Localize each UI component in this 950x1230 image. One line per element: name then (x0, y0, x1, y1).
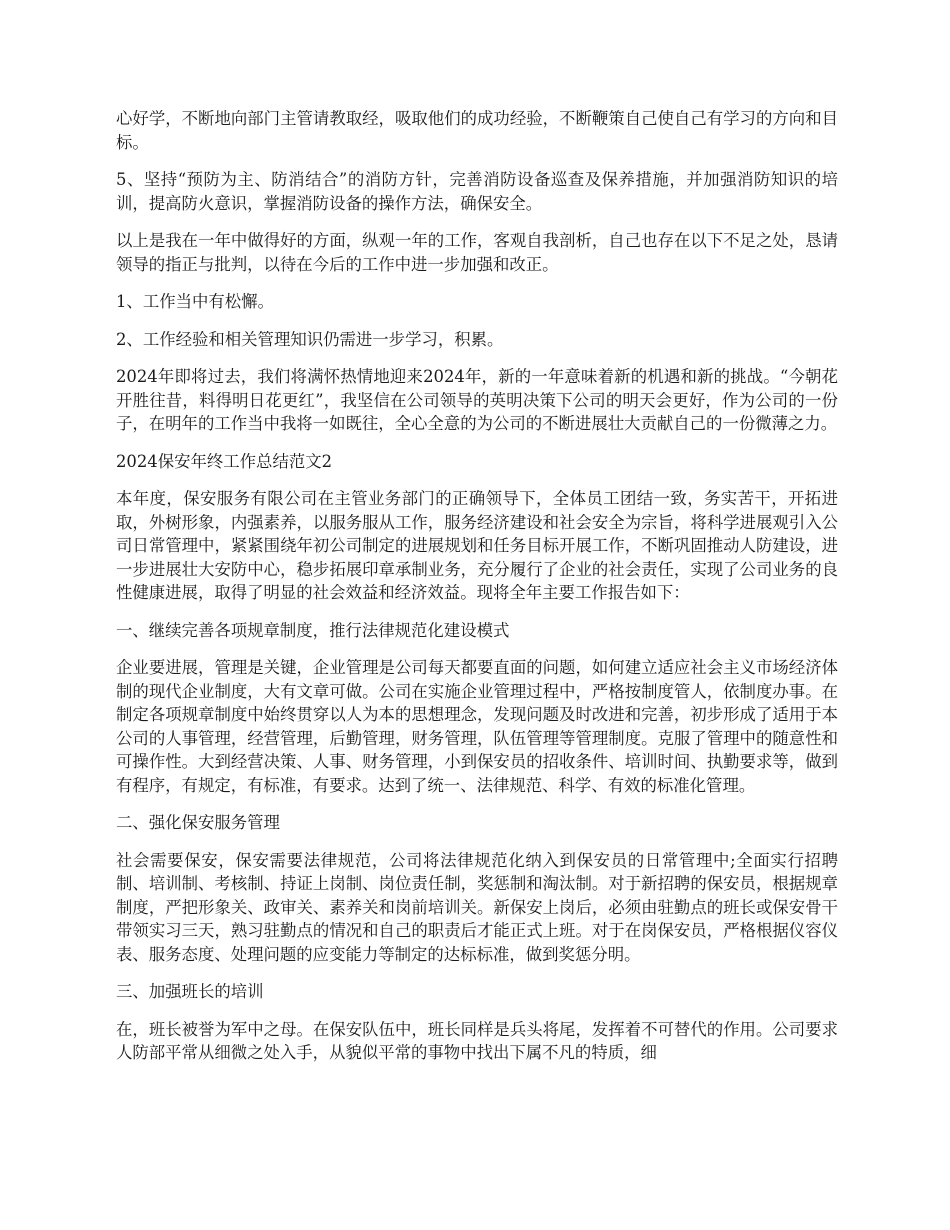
paragraph: 在，班长被誉为军中之母。在保安队伍中，班长同样是兵头将尾，发挥着不可替代的作用。公司要求人防部平常从细微之处入手，从貌似平常的事物中找出下属不凡的特质，细 (116, 1019, 838, 1062)
section-heading: 一、继续完善各项规章制度，推行法律规范化建设模式 (116, 620, 510, 640)
paragraph: 社会需要保安，保安需要法律规范，公司将法律规范化纳入到保安员的日常管理中;全面实行招聘制、培训制、考核制、持证上岗制、岗位责任制，奖惩制和淘汰制。对于新招聘的保安员，根据规章制度，严把形象关、政审关、素养关和岗前培训关。新保安上岗后，必须由驻勤点的班长或保安骨干带领实习三天，熟习驻勤点的情况和自己的职责后才能正式上班。对于在岗保安员，严格根据仪容仪表、服务态度、处理问题的应变能力等制定的达标标准，做到奖惩分明。 (116, 850, 838, 964)
paragraph: 5、坚持“预防为主、防消结合”的消防方针，完善消防设备巡查及保养措施，并加强消防知识的培训，提高防火意识，掌握消防设备的操作方法，确保安全。 (116, 170, 838, 213)
list-item: 2、工作经验和相关管理知识仍需进一步学习，积累。 (116, 329, 504, 349)
paragraph: 以上是我在一年中做得好的方面，纵观一年的工作，客观自我剖析，自己也存在以下不足之处，恳请领导的指正与批判，以待在今后的工作中进一步加强和改正。 (116, 231, 838, 274)
paragraph: 心好学，不断地向部门主管请教取经，吸取他们的成功经验，不断鞭策自己使自己有学习的方向和目标。 (116, 109, 838, 152)
section-heading: 三、加强班长的培训 (116, 982, 264, 1001)
paragraph: 企业要进展，管理是关键，企业管理是公司每天都要直面的问题，如何建立适应社会主义市场经济体制的现代企业制度，大有文章可做。公司在实施企业管理过程中，严格按制度管人，依制度办事。在制定各项规章制度中始终贯穿以人为本的思想理念，发现问题及时改进和完善，初步形成了适用于本公司的人事管理，经营管理，后勤管理，财务管理，队伍管理等管理制度。克服了管理中的随意性和可操作性。大到经营决策、人事、财务管理，小到保安员的招收条件、培训时间、执勤要求等，做到有程序，有规定，有标准，有要求。达到了统一、法律规范、科学、有效的标准化管理。 (116, 658, 838, 795)
paragraph: 本年度，保安服务有限公司在主管业务部门的正确领导下，全体员工团结一致，务实苦干，开拓进取，外树形象，内强素养，以服务服从工作，服务经济建设和社会安全为宗旨，将科学进展观引入公司日常管理中，紧紧围绕年初公司制定的进展规划和任务目标开展工作，不断巩固推动人防建设，进一步进展壮大安防中心，稳步拓展印章承制业务，充分履行了企业的社会责任，实现了公司业务的良性健康进展，取得了明显的社会效益和经济效益。现将全年主要工作报告如下： (116, 489, 838, 602)
document-page (116, 107, 838, 1079)
section-heading: 二、强化保安服务管理 (116, 813, 280, 832)
list-item: 1、工作当中有松懈。 (116, 292, 274, 311)
section-title: 2024保安年终工作总结范文2 (116, 451, 333, 471)
paragraph: 2024年即将过去，我们将满怀热情地迎来2024年，新的一年意味着新的机遇和新的挑战。“今朝花开胜往昔，料得明日花更红”，我坚信在公司领导的英明决策下公司的明天会更好，作为公司的一份子，在明年的工作当中我将一如既往，全心全意的为公司的不断进展壮大贡献自己的一份微薄之力。 (116, 367, 838, 433)
